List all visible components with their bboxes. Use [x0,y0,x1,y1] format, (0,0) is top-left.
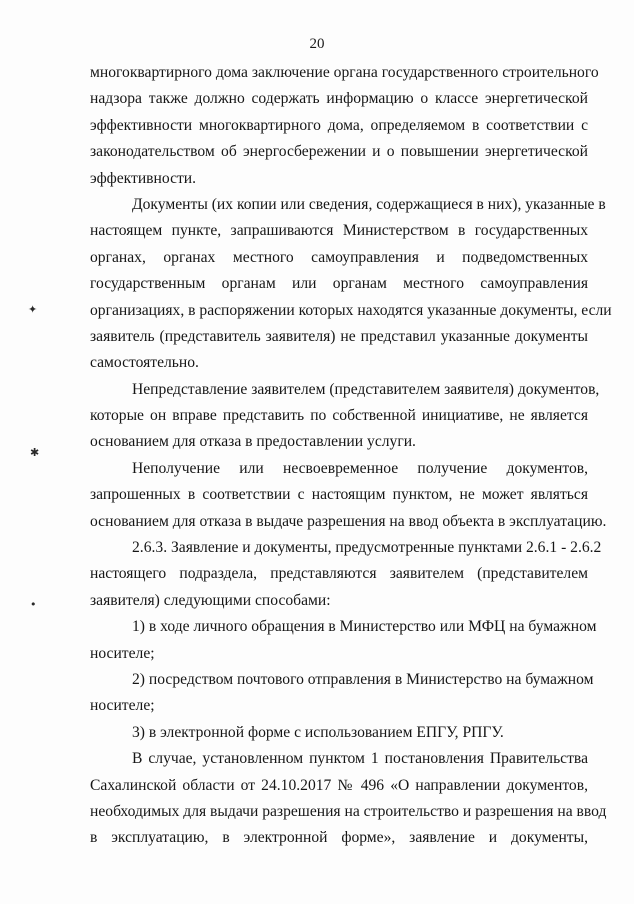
text-line: многоквартирного дома заключение органа государственного строительного [90,64,599,81]
text-line: носителе; [90,644,155,662]
text-line: 3) в электронной форме с использованием ЕПГУ, РПГУ. [132,723,504,741]
scan-artifact-mark: ✦ [28,303,38,316]
text-line: органах, органах местного самоуправления и подведомственных [90,248,588,266]
text-line: основанием для отказа в выдаче разрешения на ввод объекта в эксплуатацию. [90,512,607,530]
text-line: эффективности многоквартирного дома, определяемом в соответствии с [90,116,588,134]
text-line: заявителя) следующими способами: [90,591,331,609]
text-line: носителе; [90,697,155,715]
page-number: 20 [309,36,325,52]
text-line: заявитель (представитель заявителя) не представил указанные документы [90,327,588,345]
text-line: настоящем пункте, запрашиваются Министерством в государственных [90,222,588,240]
text-line: Непредставление заявителем (представителем заявителя) документов, [132,380,600,398]
body-text [90,60,612,852]
text-line: запрошенных в соответствии с настоящим пунктом, не может являться [90,486,588,504]
scan-artifact-mark: • [30,598,37,611]
text-line: законодательством об энергосбережении и о повышении энергетической [90,143,588,161]
text-line: самостоятельно. [90,354,199,372]
text-line: государственным органам или органам местного самоуправления [90,275,588,293]
text-line: Сахалинской области от 24.10.2017 № 496 «О направлении документов, [90,776,588,794]
text-line: необходимых для выдачи разрешения на строительство и разрешения на ввод [90,802,607,820]
text-line: надзора также должно содержать информацию о классе энергетической [90,90,588,108]
text-line: 2) посредством почтового отправления в Министерство на бумажном [132,670,594,688]
text-line: которые он вправе представить по собственной инициативе, не является [90,407,588,425]
text-line: в эксплуатацию, в электронной форме», заявление и документы, [90,829,588,847]
scan-artifact-mark: ✱ [30,446,40,459]
text-line: 2.6.3. Заявление и документы, предусмотренные пунктами 2.6.1 - 2.6.2 [132,539,602,557]
text-line: настоящего подраздела, представляются заявителем (представителем [90,565,588,583]
text-line: В случае, установленном пунктом 1 постановления Правительства [132,750,588,768]
text-line: эффективности. [90,169,197,187]
text-line: Документы (их копии или сведения, содержащиеся в них), указанные в [132,195,606,213]
text-line: Неполучение или несвоевременное получение документов, [132,459,588,477]
text-line: 1) в ходе личного обращения в Министерство или МФЦ на бумажном [132,618,597,636]
text-line: основанием для отказа в предоставлении услуги. [90,433,416,451]
text-line: организациях, в распоряжении которых находятся указанные документы, если [90,301,612,319]
